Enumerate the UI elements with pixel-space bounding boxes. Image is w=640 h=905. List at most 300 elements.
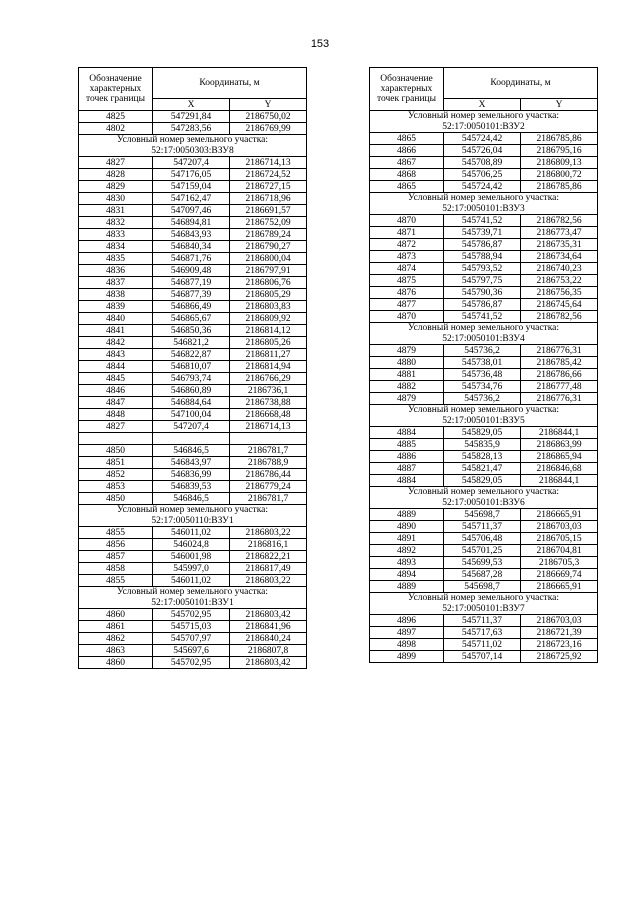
coord-y-cell: 2186769,99 xyxy=(230,123,307,135)
section-row xyxy=(370,405,598,427)
coord-y-cell: 2186703,03 xyxy=(521,521,598,533)
table-row xyxy=(79,657,307,669)
point-number-cell: 4855 xyxy=(79,575,153,587)
header-y: Y xyxy=(521,99,598,111)
coord-x-cell: 546843,97 xyxy=(153,457,230,469)
coord-x-cell: 545741,52 xyxy=(444,215,521,227)
coord-y-cell: 2186803,42 xyxy=(230,609,307,621)
point-number-cell: 4896 xyxy=(370,615,444,627)
coord-x-cell: 546894,81 xyxy=(153,217,230,229)
point-number-cell: 4894 xyxy=(370,569,444,581)
table-row xyxy=(79,493,307,505)
coord-x-cell: 545835,9 xyxy=(444,439,521,451)
coord-y-cell: 2186665,91 xyxy=(521,581,598,593)
coordinates-table-left xyxy=(78,67,307,669)
table-row xyxy=(79,527,307,539)
point-number-cell: 4865 xyxy=(370,181,444,193)
coord-y-cell: 2186786,44 xyxy=(230,469,307,481)
coord-x-cell: 545829,05 xyxy=(444,475,521,487)
coord-x-cell: 546860,89 xyxy=(153,385,230,397)
coord-x-cell: 545736,2 xyxy=(444,393,521,405)
point-number-cell: 4840 xyxy=(79,313,153,325)
coord-x-cell: 546839,53 xyxy=(153,481,230,493)
coord-x-cell: 545739,71 xyxy=(444,227,521,239)
point-number-cell: 4889 xyxy=(370,509,444,521)
section-row xyxy=(79,587,307,609)
point-number-cell: 4882 xyxy=(370,381,444,393)
coord-y-cell: 2186805,29 xyxy=(230,289,307,301)
coord-x-cell: 545786,87 xyxy=(444,299,521,311)
point-number-cell: 4875 xyxy=(370,275,444,287)
coord-x-cell: 547283,56 xyxy=(153,123,230,135)
point-number-cell: 4847 xyxy=(79,397,153,409)
section-row xyxy=(370,193,598,215)
table-row xyxy=(79,397,307,409)
coord-y-cell: 2186725,92 xyxy=(521,651,598,663)
coord-x-cell: 546846,5 xyxy=(153,445,230,457)
coord-y-cell: 2186844,1 xyxy=(521,427,598,439)
table-row xyxy=(79,337,307,349)
point-number-cell: 4830 xyxy=(79,193,153,205)
point-number-cell: 4874 xyxy=(370,263,444,275)
point-number-cell: 4841 xyxy=(79,325,153,337)
coord-y-cell: 2186797,91 xyxy=(230,265,307,277)
table-row xyxy=(79,123,307,135)
point-number-cell: 4861 xyxy=(79,621,153,633)
coord-y-cell: 2186865,94 xyxy=(521,451,598,463)
point-number-cell: 4850 xyxy=(79,493,153,505)
section-title: Условный номер земельного участка: 52:17:0050101:ВЗУ7 xyxy=(370,593,598,615)
table-row xyxy=(370,263,598,275)
coord-x-cell: 546866,49 xyxy=(153,301,230,313)
point-number-cell: 4870 xyxy=(370,215,444,227)
point-number-cell: 4858 xyxy=(79,563,153,575)
coord-y-cell: 2186736,1 xyxy=(230,385,307,397)
table-row xyxy=(79,265,307,277)
point-number-cell: 4839 xyxy=(79,301,153,313)
point-number-cell: 4866 xyxy=(370,145,444,157)
coord-x-cell: 546822,87 xyxy=(153,349,230,361)
coord-x-cell: 545706,48 xyxy=(444,533,521,545)
coord-x-cell: 545717,63 xyxy=(444,627,521,639)
point-number-cell: 4879 xyxy=(370,393,444,405)
point-number-cell: 4898 xyxy=(370,639,444,651)
table-row xyxy=(370,157,598,169)
table-row xyxy=(370,545,598,557)
table-row xyxy=(370,311,598,323)
coord-y-cell: 2186814,12 xyxy=(230,325,307,337)
table-row xyxy=(370,475,598,487)
coord-y-cell: 2186703,03 xyxy=(521,615,598,627)
table-row xyxy=(79,433,307,445)
coord-y-cell: 2186782,56 xyxy=(521,311,598,323)
point-number-cell: 4865 xyxy=(370,133,444,145)
point-number-cell: 4863 xyxy=(79,645,153,657)
section-row xyxy=(370,487,598,509)
point-number-cell: 4887 xyxy=(370,463,444,475)
point-number-cell: 4876 xyxy=(370,287,444,299)
point-number-cell: 4880 xyxy=(370,357,444,369)
coord-x-cell: 545711,37 xyxy=(444,521,521,533)
coord-y-cell: 2186721,39 xyxy=(521,627,598,639)
table-row xyxy=(79,551,307,563)
coord-y-cell: 2186803,22 xyxy=(230,575,307,587)
point-number-cell: 4891 xyxy=(370,533,444,545)
table-row xyxy=(370,275,598,287)
coord-y-cell: 2186795,16 xyxy=(521,145,598,157)
table-row xyxy=(79,241,307,253)
table-row xyxy=(370,533,598,545)
coord-x-cell: 546001,98 xyxy=(153,551,230,563)
table-row xyxy=(370,133,598,145)
coord-y-cell: 2186766,29 xyxy=(230,373,307,385)
point-number-cell: 4884 xyxy=(370,427,444,439)
point-number-cell: 4837 xyxy=(79,277,153,289)
table-row xyxy=(79,253,307,265)
point-number-cell: 4835 xyxy=(79,253,153,265)
point-number-cell: 4848 xyxy=(79,409,153,421)
point-number-cell: 4889 xyxy=(370,581,444,593)
point-number-cell: 4846 xyxy=(79,385,153,397)
table-row xyxy=(79,169,307,181)
coord-y-cell: 2186782,56 xyxy=(521,215,598,227)
point-number-cell: 4831 xyxy=(79,205,153,217)
coord-y-cell: 2186776,31 xyxy=(521,393,598,405)
coord-x-cell: 545707,14 xyxy=(444,651,521,663)
coord-x-cell: 546871,76 xyxy=(153,253,230,265)
point-number-cell: 4860 xyxy=(79,657,153,669)
section-title: Условный номер земельного участка: 52:17:0050101:ВЗУ2 xyxy=(370,111,598,133)
point-number-cell: 4884 xyxy=(370,475,444,487)
coord-y-cell: 2186773,47 xyxy=(521,227,598,239)
coord-x-cell: 545741,52 xyxy=(444,311,521,323)
header-y: Y xyxy=(230,99,307,111)
coord-x-cell: 545788,94 xyxy=(444,251,521,263)
page-number: 153 xyxy=(310,38,330,50)
header-designation: Обозначение характерных точек границы xyxy=(370,68,444,111)
coord-y-cell: 2186781,7 xyxy=(230,445,307,457)
table-row xyxy=(370,463,598,475)
coord-y-cell: 2186788,9 xyxy=(230,457,307,469)
coord-x-cell: 547162,47 xyxy=(153,193,230,205)
table-row xyxy=(370,569,598,581)
section-title: Условный номер земельного участка: 52:17:0050101:ВЗУ6 xyxy=(370,487,598,509)
coord-x-cell: 545736,48 xyxy=(444,369,521,381)
coord-x-cell: 546865,67 xyxy=(153,313,230,325)
point-number-cell: 4833 xyxy=(79,229,153,241)
point-number-cell: 4862 xyxy=(79,633,153,645)
table-row xyxy=(79,633,307,645)
table-row xyxy=(370,345,598,357)
coord-x-cell: 545697,6 xyxy=(153,645,230,657)
table-row xyxy=(79,385,307,397)
coord-y-cell: 2186745,64 xyxy=(521,299,598,311)
coord-y-cell: 2186785,42 xyxy=(521,357,598,369)
point-number-cell: 4834 xyxy=(79,241,153,253)
point-number-cell: 4842 xyxy=(79,337,153,349)
coord-y-cell: 2186756,35 xyxy=(521,287,598,299)
table-row xyxy=(79,575,307,587)
point-number-cell: 4827 xyxy=(79,157,153,169)
table-row xyxy=(79,349,307,361)
coord-x-cell: 546877,39 xyxy=(153,289,230,301)
coord-x-cell: 546821,2 xyxy=(153,337,230,349)
coord-y-cell: 2186777,48 xyxy=(521,381,598,393)
coord-x-cell: 545786,87 xyxy=(444,239,521,251)
section-row xyxy=(79,505,307,527)
coord-y-cell: 2186723,16 xyxy=(521,639,598,651)
table-row xyxy=(370,615,598,627)
table-row xyxy=(370,181,598,193)
coord-y-cell: 2186805,26 xyxy=(230,337,307,349)
coord-x-cell: 546840,34 xyxy=(153,241,230,253)
coord-x-cell: 545738,01 xyxy=(444,357,521,369)
point-number-cell: 4843 xyxy=(79,349,153,361)
coord-y-cell: 2186814,94 xyxy=(230,361,307,373)
table-row xyxy=(370,393,598,405)
coord-y-cell: 2186705,3 xyxy=(521,557,598,569)
coord-y-cell: 2186727,15 xyxy=(230,181,307,193)
coord-y-cell: 2186800,04 xyxy=(230,253,307,265)
table-row xyxy=(79,277,307,289)
coord-y-cell: 2186800,72 xyxy=(521,169,598,181)
point-number-cell: 4879 xyxy=(370,345,444,357)
point-number-cell: 4845 xyxy=(79,373,153,385)
coord-x-cell: 546884,64 xyxy=(153,397,230,409)
coord-x-cell: 545707,97 xyxy=(153,633,230,645)
point-number-cell: 4851 xyxy=(79,457,153,469)
coord-x-cell: 546877,19 xyxy=(153,277,230,289)
point-number-cell: 4844 xyxy=(79,361,153,373)
coord-y-cell: 2186841,96 xyxy=(230,621,307,633)
coord-y-cell: 2186807,8 xyxy=(230,645,307,657)
coord-x-cell: 546011,02 xyxy=(153,575,230,587)
table-row xyxy=(79,409,307,421)
coord-x-cell: 546011,02 xyxy=(153,527,230,539)
coord-x-cell: 545828,13 xyxy=(444,451,521,463)
point-number-cell: 4873 xyxy=(370,251,444,263)
coord-x-cell: 547291,84 xyxy=(153,111,230,123)
table-row xyxy=(79,217,307,229)
table-row xyxy=(79,325,307,337)
coord-x-cell: 547207,4 xyxy=(153,421,230,433)
coord-y-cell: 2186844,1 xyxy=(521,475,598,487)
header-coordinates: Координаты, м xyxy=(444,68,598,99)
coord-y-cell: 2186803,83 xyxy=(230,301,307,313)
point-number-cell: 4853 xyxy=(79,481,153,493)
table-row xyxy=(370,557,598,569)
coord-y-cell: 2186740,23 xyxy=(521,263,598,275)
coord-x-cell: 547097,46 xyxy=(153,205,230,217)
table-row xyxy=(370,227,598,239)
coord-x-cell: 546909,48 xyxy=(153,265,230,277)
coord-y-cell: 2186691,57 xyxy=(230,205,307,217)
table-row xyxy=(79,481,307,493)
point-number-cell: 4829 xyxy=(79,181,153,193)
coord-y-cell: 2186786,66 xyxy=(521,369,598,381)
section-title: Условный номер земельного участка: 52:17:0050101:ВЗУ4 xyxy=(370,323,598,345)
table-row xyxy=(370,145,598,157)
coord-x-cell: 545698,7 xyxy=(444,509,521,521)
table-row xyxy=(79,539,307,551)
coord-y-cell: 2186735,31 xyxy=(521,239,598,251)
table-row xyxy=(370,581,598,593)
table-row xyxy=(79,181,307,193)
right-table-body xyxy=(370,111,598,663)
coord-y-cell: 2186816,1 xyxy=(230,539,307,551)
left-table-body xyxy=(79,111,307,669)
coord-x-cell: 545702,95 xyxy=(153,609,230,621)
coord-x-cell: 545711,02 xyxy=(444,639,521,651)
table-row xyxy=(79,645,307,657)
point-number-cell: 4899 xyxy=(370,651,444,663)
coord-x-cell: 545726,04 xyxy=(444,145,521,157)
section-row xyxy=(370,323,598,345)
table-row xyxy=(370,639,598,651)
coord-y-cell: 2186809,92 xyxy=(230,313,307,325)
table-row xyxy=(79,157,307,169)
coord-y-cell: 2186718,96 xyxy=(230,193,307,205)
point-number-cell: 4825 xyxy=(79,111,153,123)
table-row xyxy=(370,251,598,263)
table-row xyxy=(79,421,307,433)
coord-x-cell: 546846,5 xyxy=(153,493,230,505)
point-number-cell: 4892 xyxy=(370,545,444,557)
coord-y-cell: 2186734,64 xyxy=(521,251,598,263)
table-row xyxy=(370,357,598,369)
coord-x-cell: 546843,93 xyxy=(153,229,230,241)
coord-x-cell: 545724,42 xyxy=(444,181,521,193)
section-title: Условный номер земельного участка: 52:17:0050101:ВЗУ1 xyxy=(79,587,307,609)
coord-y-cell xyxy=(230,433,307,445)
table-row xyxy=(370,451,598,463)
point-number-cell: 4828 xyxy=(79,169,153,181)
table-row xyxy=(79,445,307,457)
table-row xyxy=(79,609,307,621)
section-row xyxy=(79,135,307,157)
coord-y-cell: 2186803,42 xyxy=(230,657,307,669)
point-number-cell: 4886 xyxy=(370,451,444,463)
coord-y-cell: 2186809,13 xyxy=(521,157,598,169)
coord-x-cell: 547159,04 xyxy=(153,181,230,193)
point-number-cell: 4860 xyxy=(79,609,153,621)
coord-y-cell: 2186776,31 xyxy=(521,345,598,357)
point-number-cell xyxy=(79,433,153,445)
coord-x-cell: 546024,8 xyxy=(153,539,230,551)
point-number-cell: 4870 xyxy=(370,311,444,323)
table-row xyxy=(79,205,307,217)
point-number-cell: 4871 xyxy=(370,227,444,239)
table-row xyxy=(79,469,307,481)
point-number-cell: 4857 xyxy=(79,551,153,563)
point-number-cell: 4877 xyxy=(370,299,444,311)
section-title: Условный номер земельного участка: 52:17:0050101:ВЗУ3 xyxy=(370,193,598,215)
coord-y-cell: 2186779,24 xyxy=(230,481,307,493)
point-number-cell: 4885 xyxy=(370,439,444,451)
coord-y-cell: 2186738,88 xyxy=(230,397,307,409)
coord-y-cell: 2186863,99 xyxy=(521,439,598,451)
table-row xyxy=(370,427,598,439)
point-number-cell: 4832 xyxy=(79,217,153,229)
header-coordinates: Координаты, м xyxy=(153,68,307,99)
table-row xyxy=(79,301,307,313)
point-number-cell: 4867 xyxy=(370,157,444,169)
table-row xyxy=(370,521,598,533)
table-row xyxy=(370,439,598,451)
coord-y-cell: 2186817,49 xyxy=(230,563,307,575)
coord-y-cell: 2186665,91 xyxy=(521,509,598,521)
coord-x-cell: 545708,89 xyxy=(444,157,521,169)
header-designation: Обозначение характерных точек границы xyxy=(79,68,153,111)
coord-x-cell: 546836,99 xyxy=(153,469,230,481)
coord-y-cell: 2186724,52 xyxy=(230,169,307,181)
coord-y-cell: 2186752,09 xyxy=(230,217,307,229)
table-row xyxy=(370,169,598,181)
coord-y-cell: 2186840,24 xyxy=(230,633,307,645)
header-x: X xyxy=(444,99,521,111)
table-row xyxy=(79,563,307,575)
table-row xyxy=(370,651,598,663)
coord-y-cell: 2186790,27 xyxy=(230,241,307,253)
coord-x-cell: 545724,42 xyxy=(444,133,521,145)
coord-x-cell: 545687,28 xyxy=(444,569,521,581)
coord-y-cell: 2186714,13 xyxy=(230,421,307,433)
coord-x-cell: 546810,07 xyxy=(153,361,230,373)
coord-x-cell: 546793,74 xyxy=(153,373,230,385)
coord-x-cell: 545736,2 xyxy=(444,345,521,357)
coord-y-cell: 2186789,24 xyxy=(230,229,307,241)
table-row xyxy=(79,111,307,123)
point-number-cell: 4838 xyxy=(79,289,153,301)
point-number-cell: 4802 xyxy=(79,123,153,135)
table-row xyxy=(79,457,307,469)
coord-y-cell: 2186753,22 xyxy=(521,275,598,287)
point-number-cell: 4850 xyxy=(79,445,153,457)
coord-x-cell: 545997,0 xyxy=(153,563,230,575)
table-row xyxy=(370,299,598,311)
coord-x-cell: 545829,05 xyxy=(444,427,521,439)
point-number-cell: 4881 xyxy=(370,369,444,381)
point-number-cell: 4897 xyxy=(370,627,444,639)
coord-x-cell: 545711,37 xyxy=(444,615,521,627)
table-row xyxy=(79,229,307,241)
coord-y-cell: 2186822,21 xyxy=(230,551,307,563)
point-number-cell: 4852 xyxy=(79,469,153,481)
coord-x-cell: 545706,25 xyxy=(444,169,521,181)
coord-y-cell: 2186846,68 xyxy=(521,463,598,475)
table-row xyxy=(79,289,307,301)
table-row xyxy=(79,373,307,385)
coord-x-cell: 546850,36 xyxy=(153,325,230,337)
coord-y-cell: 2186669,74 xyxy=(521,569,598,581)
section-title: Условный номер земельного участка: 52:17:0050110:ВЗУ1 xyxy=(79,505,307,527)
coord-x-cell: 545734,76 xyxy=(444,381,521,393)
coord-x-cell: 545790,36 xyxy=(444,287,521,299)
table-row xyxy=(370,627,598,639)
coord-x-cell: 545699,53 xyxy=(444,557,521,569)
table-row xyxy=(370,509,598,521)
coordinates-table-right xyxy=(369,67,598,663)
table-row xyxy=(79,361,307,373)
coord-y-cell: 2186806,76 xyxy=(230,277,307,289)
coord-x-cell: 545821,47 xyxy=(444,463,521,475)
table-row xyxy=(370,239,598,251)
point-number-cell: 4856 xyxy=(79,539,153,551)
coord-y-cell: 2186803,22 xyxy=(230,527,307,539)
coord-y-cell: 2186785,86 xyxy=(521,133,598,145)
coord-x-cell: 547176,05 xyxy=(153,169,230,181)
point-number-cell: 4855 xyxy=(79,527,153,539)
